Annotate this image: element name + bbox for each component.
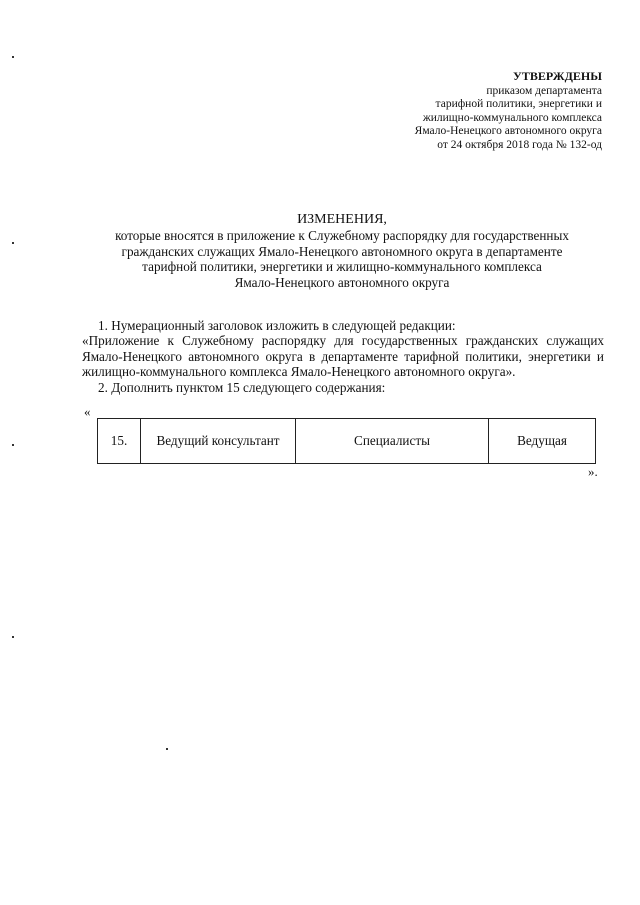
approval-stamp — [302, 70, 602, 153]
scan-speck — [12, 242, 14, 244]
table-cell-position: Ведущий консультант — [141, 419, 296, 464]
approval-line: приказом департамента — [486, 84, 602, 97]
table-cell-group: Ведущая — [489, 419, 596, 464]
document-body — [82, 318, 604, 395]
item-1-text: «Приложение к Служебному распорядку для государственных гражданских служащих Ямало-Ненецкого автономного округа в департаменте тарифной политики, энергетики и жилищно-коммунального комплекса Ямало-Ненецкого автономного округа». — [82, 333, 604, 380]
opening-quote: « — [84, 404, 91, 419]
item-2-heading: 2. Дополнить пунктом 15 следующего содержания: — [98, 379, 386, 395]
scan-speck — [12, 636, 14, 638]
approval-title: УТВЕРЖДЕНЫ — [513, 69, 602, 83]
title-line: гражданских служащих Ямало-Ненецкого автономного округа в департаменте — [121, 243, 563, 259]
approval-line: Ямало-Ненецкого автономного округа — [414, 125, 602, 138]
title-line: которые вносятся в приложение к Служебному распорядку для государственных — [115, 228, 569, 244]
approval-line: от 24 октября 2018 года № 132-од — [437, 138, 602, 151]
item-1-heading: 1. Нумерационный заголовок изложить в следующей редакции: — [98, 318, 456, 333]
scan-speck — [12, 56, 14, 58]
addition-table — [97, 418, 596, 464]
table-cell-number: 15. — [98, 419, 141, 464]
title-line: Ямало-Ненецкого автономного округа — [234, 274, 450, 290]
approval-line: жилищно-коммунального комплекса — [422, 111, 602, 124]
title-line: тарифной политики, энергетики и жилищно-коммунального комплекса — [142, 259, 542, 275]
document-title-block — [80, 212, 604, 290]
scan-speck — [166, 748, 168, 750]
table-row — [98, 419, 596, 464]
closing-quote: ». — [588, 464, 598, 479]
table-cell-category: Специалисты — [296, 419, 489, 464]
scan-speck — [12, 444, 14, 446]
approval-line: тарифной политики, энергетики и — [435, 98, 602, 111]
document-title: ИЗМЕНЕНИЯ, — [297, 212, 387, 227]
